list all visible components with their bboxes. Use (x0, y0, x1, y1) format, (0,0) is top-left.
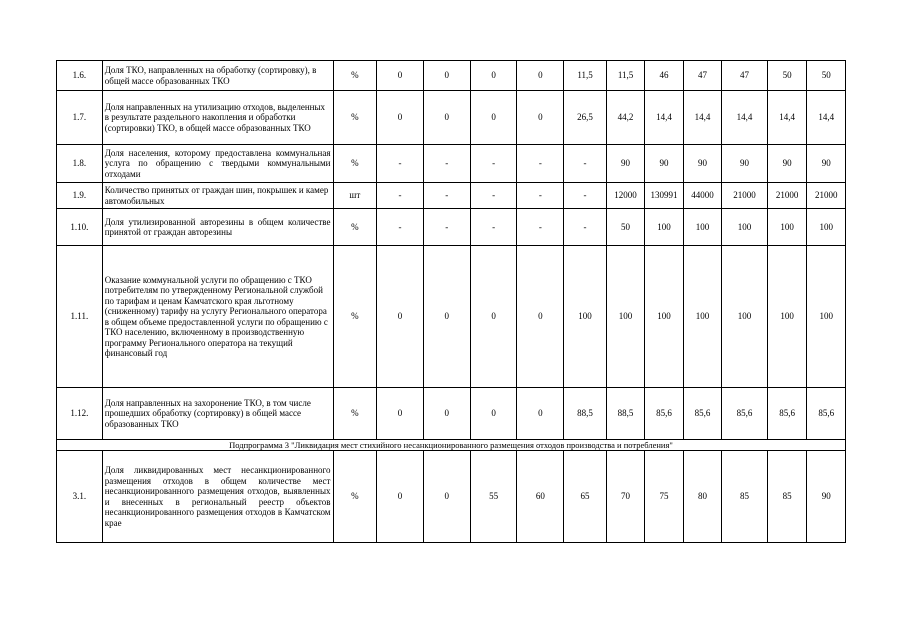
row-number: 1.12. (57, 388, 103, 440)
value-cell: 75 (645, 451, 683, 543)
value-cell: 0 (470, 61, 517, 91)
unit-cell: % (333, 209, 377, 246)
subprogram-row (57, 440, 846, 451)
value-cell: 0 (517, 91, 564, 145)
table-row (57, 91, 846, 145)
indicator-name: Доля направленных на захоронение ТКО, в том числе прошедших обработку (сортировку) в общей массе образованных ТКО (102, 388, 333, 440)
row-number: 1.11. (57, 246, 103, 388)
value-cell: 100 (807, 209, 846, 246)
value-cell: 0 (423, 246, 470, 388)
value-cell: 88,5 (606, 388, 644, 440)
indicator-name: Доля утилизированной авторезины в общем количестве принятой от граждан авторезины (102, 209, 333, 246)
value-cell: 85,6 (645, 388, 683, 440)
row-number: 1.8. (57, 145, 103, 183)
subprogram-title: Подпрограмма 3 "Ликвидация мест стихийного несанкционированного размещения отходов производства и потребления" (57, 440, 846, 451)
table-row (57, 183, 846, 209)
value-cell: 85,6 (807, 388, 846, 440)
value-cell: 21000 (807, 183, 846, 209)
value-cell: 90 (807, 145, 846, 183)
value-cell: 14,4 (645, 91, 683, 145)
value-cell: - (564, 183, 607, 209)
value-cell: 0 (517, 388, 564, 440)
value-cell: 47 (722, 61, 768, 91)
value-cell: 100 (564, 246, 607, 388)
value-cell: 85 (722, 451, 768, 543)
value-cell: 14,4 (807, 91, 846, 145)
indicators-table (56, 60, 846, 543)
value-cell: - (564, 145, 607, 183)
value-cell: 100 (645, 246, 683, 388)
value-cell: - (470, 209, 517, 246)
value-cell: 21000 (722, 183, 768, 209)
indicator-name: Доля населения, которому предоставлена коммунальная услуга по обращению с твердыми коммунальными отходами (102, 145, 333, 183)
value-cell: 0 (423, 91, 470, 145)
value-cell: 0 (423, 61, 470, 91)
value-cell: - (423, 183, 470, 209)
value-cell: 0 (377, 451, 424, 543)
value-cell: 0 (470, 246, 517, 388)
row-number: 1.9. (57, 183, 103, 209)
value-cell: - (517, 209, 564, 246)
value-cell: 100 (722, 246, 768, 388)
value-cell: - (377, 209, 424, 246)
value-cell: 0 (423, 388, 470, 440)
value-cell: - (377, 145, 424, 183)
value-cell: 85,6 (683, 388, 721, 440)
unit-cell: % (333, 246, 377, 388)
value-cell: - (564, 209, 607, 246)
value-cell: - (377, 183, 424, 209)
value-cell: 50 (767, 61, 807, 91)
row-number: 1.6. (57, 61, 103, 91)
value-cell: 14,4 (767, 91, 807, 145)
value-cell: 100 (722, 209, 768, 246)
value-cell: 0 (423, 451, 470, 543)
value-cell: 65 (564, 451, 607, 543)
table-row (57, 388, 846, 440)
value-cell: 0 (377, 61, 424, 91)
value-cell: 100 (767, 209, 807, 246)
value-cell: 88,5 (564, 388, 607, 440)
value-cell: - (470, 145, 517, 183)
unit-cell: % (333, 61, 377, 91)
value-cell: 90 (722, 145, 768, 183)
value-cell: 26,5 (564, 91, 607, 145)
value-cell: 100 (807, 246, 846, 388)
value-cell: 0 (517, 61, 564, 91)
table-row (57, 61, 846, 91)
value-cell: 46 (645, 61, 683, 91)
row-number: 3.1. (57, 451, 103, 543)
value-cell: 100 (645, 209, 683, 246)
value-cell: 12000 (606, 183, 644, 209)
value-cell: 100 (683, 209, 721, 246)
value-cell: 0 (377, 91, 424, 145)
value-cell: 0 (470, 91, 517, 145)
indicator-name: Доля ликвидированных мест несанкционированного размещения отходов в общем количестве мест несанкционированного размещения отходов, выявленных и внесенных в региональный реестр объектов несанкционированного размещения отходов в Камчатском крае (102, 451, 333, 543)
unit-cell: % (333, 451, 377, 543)
value-cell: 47 (683, 61, 721, 91)
value-cell: 50 (807, 61, 846, 91)
value-cell: - (517, 183, 564, 209)
value-cell: 85,6 (722, 388, 768, 440)
unit-cell: % (333, 145, 377, 183)
value-cell: 90 (767, 145, 807, 183)
value-cell: 11,5 (606, 61, 644, 91)
row-number: 1.7. (57, 91, 103, 145)
value-cell: 90 (683, 145, 721, 183)
value-cell: 11,5 (564, 61, 607, 91)
value-cell: - (423, 209, 470, 246)
value-cell: 0 (470, 388, 517, 440)
value-cell: 0 (517, 246, 564, 388)
value-cell: 44,2 (606, 91, 644, 145)
table-row (57, 246, 846, 388)
unit-cell: % (333, 388, 377, 440)
value-cell: - (517, 145, 564, 183)
value-cell: 21000 (767, 183, 807, 209)
indicator-name: Доля направленных на утилизацию отходов, выделенных в результате раздельного накопления и обработки (сортировки) ТКО, в общей массе образованных ТКО (102, 91, 333, 145)
value-cell: 50 (606, 209, 644, 246)
value-cell: 100 (606, 246, 644, 388)
value-cell: 100 (767, 246, 807, 388)
indicator-name: Оказание коммунальной услуги по обращению с ТКО потребителям по утвержденному Региональной службой по тарифам и ценам Камчатского края льготному (сниженному) тарифу на услугу Регионального оператора в общем объеме предоставленной услуги по обращению с ТКО населению, включенному в производственную программу Регионального оператора на текущий финансовый год (102, 246, 333, 388)
value-cell: 90 (807, 451, 846, 543)
value-cell: 85 (767, 451, 807, 543)
value-cell: - (470, 183, 517, 209)
value-cell: 55 (470, 451, 517, 543)
value-cell: 80 (683, 451, 721, 543)
unit-cell: шт (333, 183, 377, 209)
value-cell: 14,4 (722, 91, 768, 145)
value-cell: 85,6 (767, 388, 807, 440)
indicator-name: Количество принятых от граждан шин, покрышек и камер автомобильных (102, 183, 333, 209)
value-cell: 14,4 (683, 91, 721, 145)
value-cell: 60 (517, 451, 564, 543)
table-row (57, 209, 846, 246)
unit-cell: % (333, 91, 377, 145)
value-cell: 100 (683, 246, 721, 388)
value-cell: 0 (377, 246, 424, 388)
indicator-name: Доля ТКО, направленных на обработку (сортировку), в общей массе образованных ТКО (102, 61, 333, 91)
table-row (57, 145, 846, 183)
value-cell: 44000 (683, 183, 721, 209)
value-cell: 90 (645, 145, 683, 183)
table-row (57, 451, 846, 543)
value-cell: 130991 (645, 183, 683, 209)
value-cell: 70 (606, 451, 644, 543)
value-cell: 0 (377, 388, 424, 440)
row-number: 1.10. (57, 209, 103, 246)
value-cell: - (423, 145, 470, 183)
value-cell: 90 (606, 145, 644, 183)
